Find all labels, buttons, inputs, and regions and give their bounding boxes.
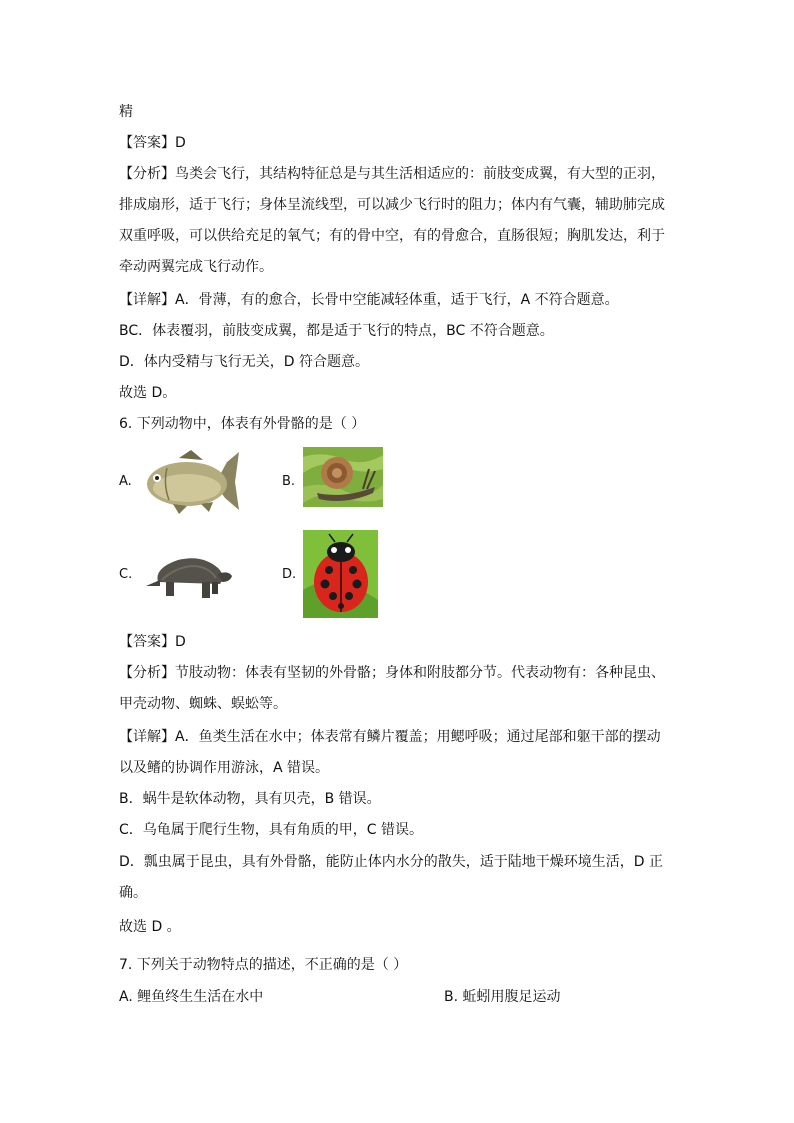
- choice-text: 故选 D。: [119, 385, 177, 401]
- detail-text: D．瓢虫属于昆虫，具有外骨骼，能防止体内水分的散失，适于陆地干燥环境生活，D 正: [119, 854, 664, 870]
- analysis-text: 排成扇形，适于飞行；身体呈流线型，可以减少飞行时的阻力；体内有气囊，辅助肺完成: [119, 197, 665, 213]
- question-7-title: 7. 下列关于动物特点的描述，不正确的是（ ）: [119, 957, 408, 973]
- choice-text: 故选 D 。: [119, 919, 181, 935]
- turtle-icon: [144, 546, 234, 604]
- option-b-label: B.: [282, 474, 296, 489]
- analysis-text: 【分析】节肢动物：体表有坚韧的外骨骼；身体和附肢都分节。代表动物有：各种昆虫、: [119, 665, 665, 681]
- detail-text: 【详解】A．骨薄，有的愈合，长骨中空能减轻体重，适于飞行，A 不符合题意。: [119, 292, 619, 308]
- option-a-label: A.: [119, 474, 132, 489]
- detail-text: D．体内受精与飞行无关，D 符合题意。: [119, 354, 370, 370]
- analysis-text: 牵动两翼完成飞行动作。: [119, 259, 273, 275]
- detail-text: 以及鳍的协调作用游泳，A 错误。: [119, 760, 330, 776]
- text-line: 精: [119, 104, 133, 120]
- detail-text: 【详解】A．鱼类生活在水中；体表常有鳞片覆盖；用鳃呼吸；通过尾部和躯干部的摆动: [119, 729, 661, 745]
- option-b-text: B. 蚯蚓用腹足运动: [444, 989, 561, 1005]
- analysis-text: 双重呼吸，可以供给充足的氧气；有的骨中空，有的骨愈合，直肠很短；胸肌发达，利于: [119, 228, 665, 244]
- fish-icon: [139, 448, 241, 516]
- detail-text: B．蜗牛是软体动物，具有贝壳，B 错误。: [119, 791, 381, 807]
- detail-text: 确。: [119, 885, 147, 901]
- analysis-text: 甲壳动物、蜘蛛、蜈蚣等。: [119, 696, 287, 712]
- option-a-text: A. 鲤鱼终生生活在水中: [119, 989, 264, 1005]
- analysis-text: 【分析】鸟类会飞行，其结构特征总是与其生活相适应的：前肢变成翼，有大型的正羽，: [119, 166, 665, 182]
- option-c-label: C.: [119, 567, 133, 582]
- answer-label: 【答案】D: [119, 135, 186, 151]
- detail-text: BC．体表覆羽，前肢变成翼，都是适于飞行的特点，BC 不符合题意。: [119, 323, 554, 339]
- detail-text: C．乌龟属于爬行生物，具有角质的甲，C 错误。: [119, 822, 423, 838]
- snail-icon: [303, 447, 383, 507]
- question-6-title: 6. 下列动物中，体表有外骨骼的是（ ）: [119, 416, 366, 432]
- ladybug-icon: [303, 530, 378, 618]
- answer-label: 【答案】D: [119, 634, 186, 650]
- option-d-label: D.: [282, 567, 297, 582]
